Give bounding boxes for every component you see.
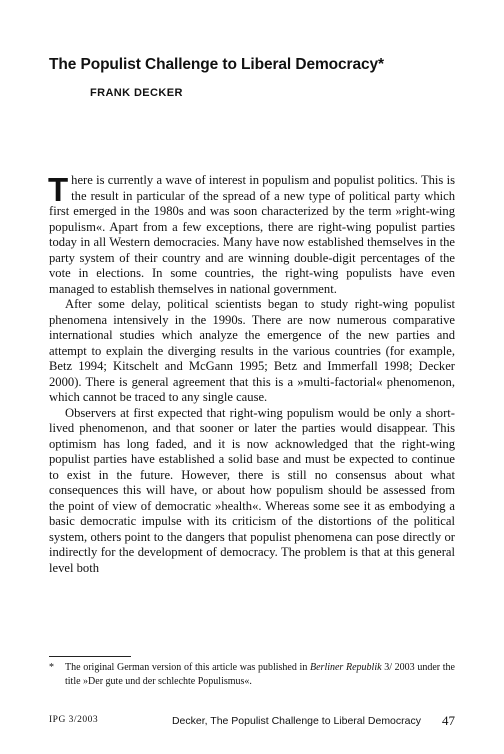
paragraph-1-text: here is currently a wave of interest in populism and populist politics. This is the result in particular of the spread of a new type of political party which first emerged in the 1980s and was soon characterized by the term »right-wing populism«. Apart from a few exceptions, there are right-wing populist parties today in all Western democracies. Many have now established themselves in the party system of their country and are winning double-digit percentages of the vote in elections. In some countries, the right-wing populists have even managed to establish themselves in national government. [49, 173, 455, 296]
footnote-text-after: 3/ 2003 under the title »Der gute und der schlechte Populismus«. [65, 662, 455, 687]
page-footer [49, 713, 455, 729]
article-title: The Populist Challenge to Liberal Democracy* [49, 56, 384, 73]
page-number: 47 [442, 713, 455, 728]
paragraph-1 [49, 173, 455, 297]
footnote [49, 661, 455, 689]
drop-cap: T [48, 171, 69, 208]
paragraph-3: Observers at first expected that right-wing populism would be only a short-lived phenomenon, and that sooner or later the parties would disappear. This optimism has long faded, and it is now acknowledged that the right-wing populist parties have established a solid base and must be expected to continue to exist in the future. However, there is still no consensus about what consequences this will have, or about how populism should be assessed from the point of view of democratic »health«. Whereas some see it as embodying a basic democratic impulse with its criticism of the distortions of the political system, others point to the dangers that populist phenomena can pose directly or indirectly for the development of democracy. The problem is that at this general level both [49, 405, 455, 575]
footnote-journal-name: Berliner Republik [310, 662, 382, 673]
paragraph-2: After some delay, political scientists began to study right-wing populist phenomena intensively in the 1990s. There are now numerous comparative international studies which analyze the emergence of the new parties and attempt to explain the diverging results in the various countries (for example, Betz 1994; Kitschelt and McGann 1995; Betz and Immerfall 1998; Decker 2000). There is general agreement that this is a »multi-factorial« phenomenon, which cannot be traced to any single cause. [49, 297, 455, 404]
footnote-marker: * [49, 662, 54, 673]
footnote-divider [49, 656, 131, 657]
article-author: FRANK DECKER [90, 87, 183, 99]
running-title: Decker, The Populist Challenge to Liberal Democracy [171, 715, 421, 727]
journal-issue: IPG 3/2003 [49, 715, 99, 725]
article-body [49, 173, 455, 576]
footnote-text-before: The original German version of this article was published in [65, 662, 310, 673]
